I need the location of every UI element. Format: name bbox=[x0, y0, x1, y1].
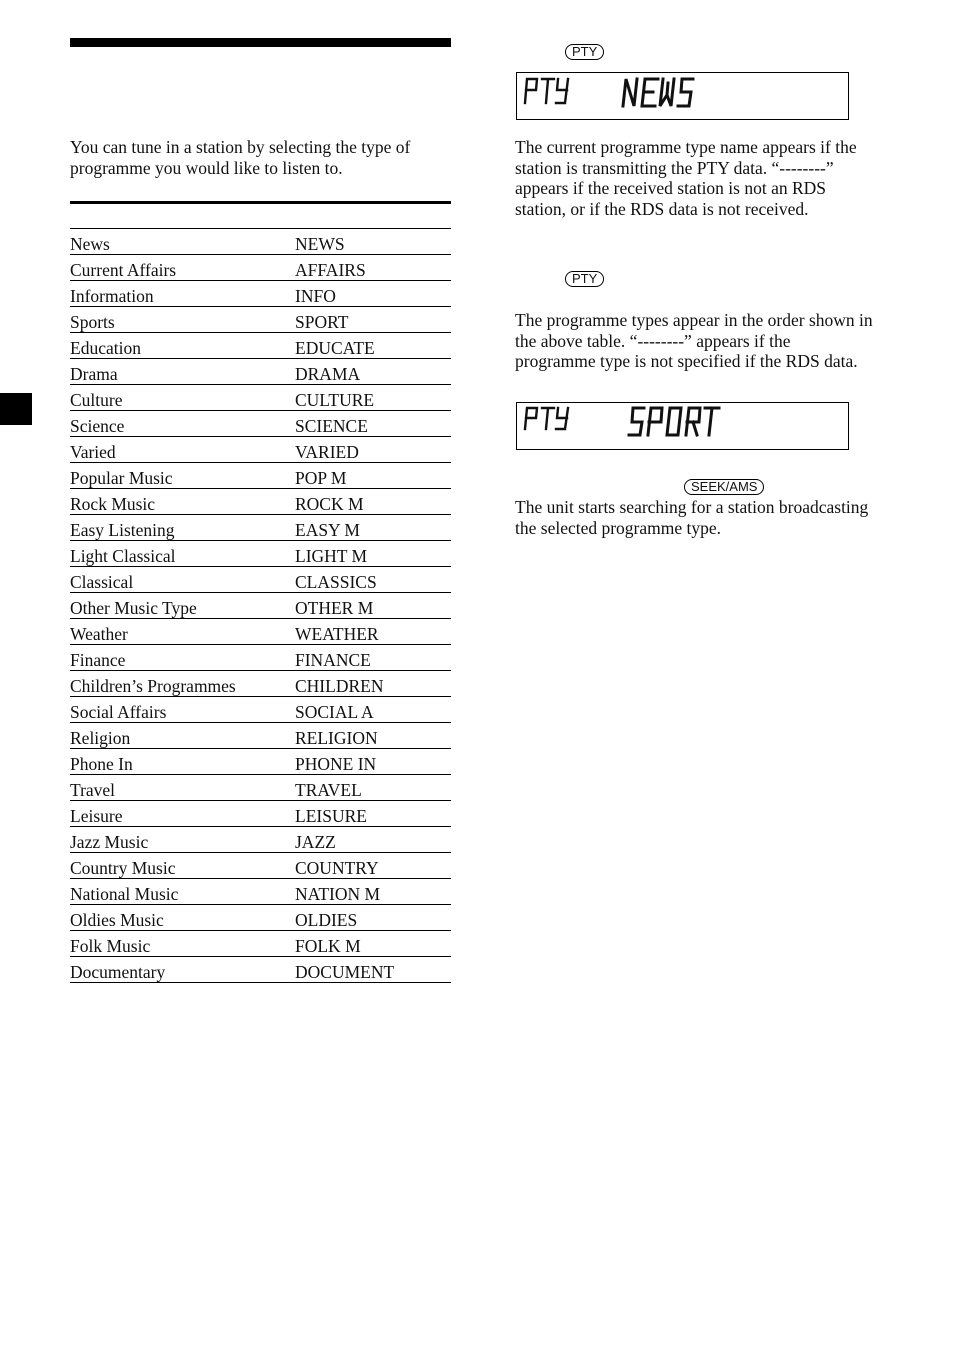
programme-type-name: Classical bbox=[70, 567, 295, 593]
programme-type-abbreviation: LIGHT M bbox=[295, 541, 451, 567]
programme-type-name: Education bbox=[70, 333, 295, 359]
programme-type-abbreviation: CLASSICS bbox=[295, 567, 451, 593]
programme-type-name: Light Classical bbox=[70, 541, 295, 567]
lcd-segment-text bbox=[517, 73, 848, 119]
programme-type-abbreviation: FINANCE bbox=[295, 645, 451, 671]
programme-type-name: Travel bbox=[70, 775, 295, 801]
programme-type-abbreviation: NEWS bbox=[295, 229, 451, 255]
programme-type-name: Science bbox=[70, 411, 295, 437]
programme-type-name: Weather bbox=[70, 619, 295, 645]
programme-type-abbreviation: LEISURE bbox=[295, 801, 451, 827]
programme-type-abbreviation: OTHER M bbox=[295, 593, 451, 619]
table-row bbox=[70, 905, 451, 931]
programme-type-name: Documentary bbox=[70, 957, 295, 983]
programme-type-abbreviation: POP M bbox=[295, 463, 451, 489]
table-row bbox=[70, 593, 451, 619]
programme-type-table bbox=[70, 228, 451, 983]
programme-type-abbreviation: DOCUMENT bbox=[295, 957, 451, 983]
programme-type-name: Finance bbox=[70, 645, 295, 671]
programme-type-name: National Music bbox=[70, 879, 295, 905]
programme-type-name: Easy Listening bbox=[70, 515, 295, 541]
table-row bbox=[70, 775, 451, 801]
heading-rule bbox=[70, 38, 451, 47]
table-row bbox=[70, 385, 451, 411]
lcd-display-news bbox=[516, 72, 849, 120]
table-row bbox=[70, 723, 451, 749]
pty-button[interactable]: PTY bbox=[565, 44, 604, 60]
programme-type-name: Sports bbox=[70, 307, 295, 333]
table-row bbox=[70, 749, 451, 775]
programme-type-name: Oldies Music bbox=[70, 905, 295, 931]
programme-type-name: Information bbox=[70, 281, 295, 307]
table-row bbox=[70, 411, 451, 437]
programme-type-abbreviation: WEATHER bbox=[295, 619, 451, 645]
programme-type-abbreviation: PHONE IN bbox=[295, 749, 451, 775]
section-tab-marker bbox=[0, 393, 32, 425]
programme-type-abbreviation: EDUCATE bbox=[295, 333, 451, 359]
programme-type-abbreviation: OLDIES bbox=[295, 905, 451, 931]
table-row bbox=[70, 229, 451, 255]
programme-type-abbreviation: AFFAIRS bbox=[295, 255, 451, 281]
programme-type-name: Popular Music bbox=[70, 463, 295, 489]
table-row bbox=[70, 853, 451, 879]
seek-ams-button[interactable]: SEEK/AMS bbox=[684, 479, 764, 495]
programme-type-abbreviation: FOLK M bbox=[295, 931, 451, 957]
programme-type-name: Children’s Programmes bbox=[70, 671, 295, 697]
pty-display-description: The current programme type name appears if the station is transmitting the PTY data. “--------” appears if the received station is not an RDS station, or if the RDS data is not received. bbox=[515, 137, 857, 219]
table-row bbox=[70, 359, 451, 385]
programme-type-name: Drama bbox=[70, 359, 295, 385]
table-row bbox=[70, 463, 451, 489]
programme-type-abbreviation: ROCK M bbox=[295, 489, 451, 515]
programme-type-name: Jazz Music bbox=[70, 827, 295, 853]
programme-type-abbreviation: INFO bbox=[295, 281, 451, 307]
programme-type-abbreviation: SPORT bbox=[295, 307, 451, 333]
table-row bbox=[70, 671, 451, 697]
programme-type-name: Varied bbox=[70, 437, 295, 463]
table-row bbox=[70, 697, 451, 723]
lcd-display-sport bbox=[516, 402, 849, 450]
programme-type-abbreviation: COUNTRY bbox=[295, 853, 451, 879]
table-row bbox=[70, 307, 451, 333]
programme-type-name: Current Affairs bbox=[70, 255, 295, 281]
table-row bbox=[70, 541, 451, 567]
table-row bbox=[70, 801, 451, 827]
programme-type-abbreviation: JAZZ bbox=[295, 827, 451, 853]
programme-type-abbreviation: CULTURE bbox=[295, 385, 451, 411]
programme-type-name: Leisure bbox=[70, 801, 295, 827]
table-row bbox=[70, 515, 451, 541]
programme-order-description: The programme types appear in the order shown in the above table. “--------” appears if the programme type is not specified if the RDS data. bbox=[515, 310, 873, 371]
programme-type-abbreviation: TRAVEL bbox=[295, 775, 451, 801]
table-row bbox=[70, 255, 451, 281]
programme-type-name: Phone In bbox=[70, 749, 295, 775]
programme-type-name: Country Music bbox=[70, 853, 295, 879]
table-row bbox=[70, 281, 451, 307]
table-top-rule bbox=[70, 201, 451, 204]
programme-type-name: Religion bbox=[70, 723, 295, 749]
table-row bbox=[70, 333, 451, 359]
programme-type-abbreviation: RELIGION bbox=[295, 723, 451, 749]
programme-type-abbreviation: SOCIAL A bbox=[295, 697, 451, 723]
search-description: The unit starts searching for a station broadcasting the selected programme type. bbox=[515, 497, 869, 538]
table-row bbox=[70, 437, 451, 463]
programme-type-abbreviation: CHILDREN bbox=[295, 671, 451, 697]
intro-text: You can tune in a station by selecting the type of programme you would like to listen to. bbox=[70, 137, 411, 178]
programme-type-abbreviation: VARIED bbox=[295, 437, 451, 463]
table-row bbox=[70, 567, 451, 593]
table-row bbox=[70, 931, 451, 957]
programme-type-name: News bbox=[70, 229, 295, 255]
table-row bbox=[70, 489, 451, 515]
programme-type-name: Culture bbox=[70, 385, 295, 411]
programme-type-name: Rock Music bbox=[70, 489, 295, 515]
table-row bbox=[70, 619, 451, 645]
programme-type-abbreviation: SCIENCE bbox=[295, 411, 451, 437]
programme-type-abbreviation: NATION M bbox=[295, 879, 451, 905]
table-row bbox=[70, 645, 451, 671]
pty-button-2[interactable]: PTY bbox=[565, 271, 604, 287]
table-row bbox=[70, 827, 451, 853]
programme-type-name: Other Music Type bbox=[70, 593, 295, 619]
programme-type-name: Social Affairs bbox=[70, 697, 295, 723]
programme-type-name: Folk Music bbox=[70, 931, 295, 957]
lcd-segment-text-2 bbox=[517, 403, 848, 449]
table-row bbox=[70, 957, 451, 983]
programme-type-abbreviation: EASY M bbox=[295, 515, 451, 541]
programme-type-abbreviation: DRAMA bbox=[295, 359, 451, 385]
table-row bbox=[70, 879, 451, 905]
